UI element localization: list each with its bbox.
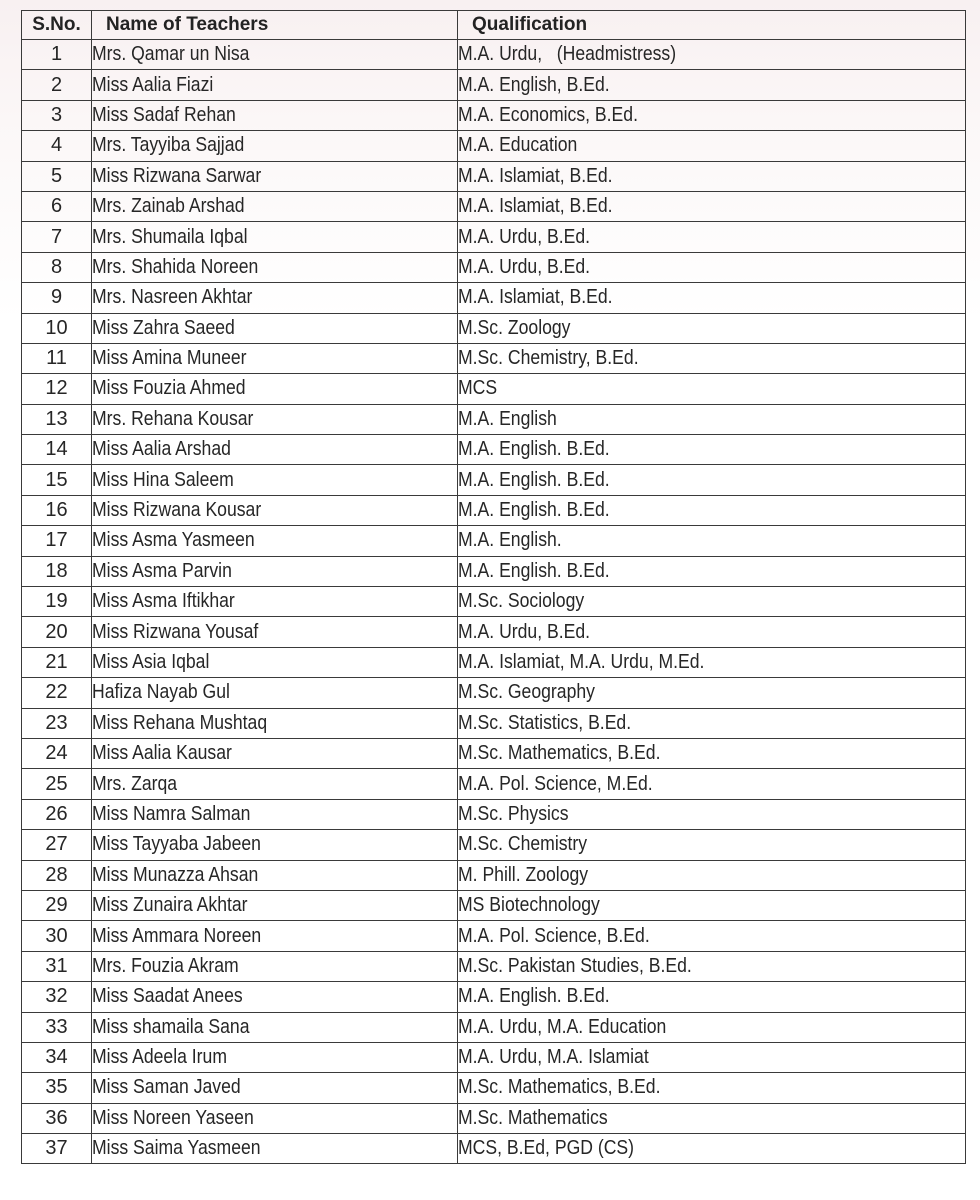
sno-cell-text: 26	[45, 802, 68, 825]
sno-cell	[22, 495, 92, 525]
qualification-cell	[458, 343, 966, 373]
teacher-name-cell-text: Miss Asma Yasmeen	[92, 529, 255, 552]
table-row	[22, 799, 966, 829]
teacher-name-cell	[92, 1134, 458, 1164]
qualification-cell	[458, 526, 966, 556]
qualification-cell	[458, 374, 966, 404]
sno-cell	[22, 1134, 92, 1164]
qualification-cell-text: M.A. Islamiat, B.Ed.	[458, 195, 613, 218]
sno-cell	[22, 1042, 92, 1072]
teacher-name-cell	[92, 283, 458, 313]
sno-cell	[22, 526, 92, 556]
qualification-cell-text: M.Sc. Statistics, B.Ed.	[458, 711, 632, 734]
teacher-name-cell-text: Miss Asia Iqbal	[92, 651, 210, 673]
sno-cell-text: 17	[45, 529, 68, 552]
teachers-table	[21, 10, 966, 1164]
teacher-name-cell-text: Miss Aalia Arshad	[92, 438, 231, 461]
sno-cell	[22, 982, 92, 1012]
table-row	[22, 404, 966, 434]
teacher-name-cell	[92, 1073, 458, 1103]
qualification-cell	[458, 1012, 966, 1042]
qualification-cell	[458, 161, 966, 191]
teacher-name-cell-text: Miss Asma Parvin	[92, 559, 232, 582]
qualification-cell	[458, 830, 966, 860]
qualification-cell	[458, 738, 966, 768]
table-row	[22, 100, 966, 130]
teacher-name-cell	[92, 161, 458, 191]
teacher-name-cell-text: Mrs. Nasreen Akhtar	[92, 286, 253, 309]
qualification-cell	[458, 1134, 966, 1164]
qualification-cell	[458, 951, 966, 981]
teacher-name-cell-text: Miss Saman Javed	[92, 1076, 241, 1099]
qualification-cell-text: M.Sc. Physics	[458, 802, 569, 825]
qualification-cell	[458, 556, 966, 586]
sno-cell	[22, 738, 92, 768]
sno-cell-text: 30	[45, 924, 68, 947]
qualification-cell	[458, 890, 966, 920]
sno-cell-text: 16	[45, 499, 68, 522]
teacher-name-cell-text: Mrs. Zainab Arshad	[92, 195, 245, 218]
teacher-name-cell	[92, 252, 458, 282]
qualification-cell-text: M.A. Education	[458, 134, 578, 157]
teacher-name-cell-text: Mrs. Zarqa	[92, 772, 178, 795]
teacher-name-cell	[92, 799, 458, 829]
teacher-name-cell	[92, 1012, 458, 1042]
sno-cell-text: 12	[45, 377, 68, 400]
sno-cell	[22, 222, 92, 252]
qualification-cell-text: M.Sc. Pakistan Studies, B.Ed.	[458, 954, 692, 977]
teacher-name-cell	[92, 222, 458, 252]
table-header	[22, 11, 966, 40]
sno-cell-text: 25	[45, 772, 68, 795]
sno-cell	[22, 921, 92, 951]
table-row	[22, 161, 966, 191]
sno-cell	[22, 252, 92, 282]
teacher-name-cell-text: Miss Rizwana Kousar	[92, 499, 262, 522]
sno-cell	[22, 100, 92, 130]
sno-cell-text: 24	[45, 742, 68, 765]
teacher-name-cell	[92, 830, 458, 860]
table-row	[22, 526, 966, 556]
teacher-name-cell-text: Mrs. Shahida Noreen	[92, 255, 259, 278]
qualification-cell-text: M.A. Pol. Science, M.Ed.	[458, 772, 653, 795]
qualification-cell	[458, 283, 966, 313]
teacher-name-cell-text: Miss Fouzia Ahmed	[92, 377, 246, 400]
table-row	[22, 587, 966, 617]
teacher-name-cell-text: Miss Rizwana Sarwar	[92, 164, 262, 187]
table-row	[22, 283, 966, 313]
sno-cell-text: 3	[50, 103, 63, 126]
sno-cell-text: 29	[45, 894, 68, 917]
sno-cell	[22, 343, 92, 373]
qualification-cell	[458, 191, 966, 221]
teacher-name-cell-text: Miss Saima Yasmeen	[92, 1137, 261, 1160]
sno-cell	[22, 465, 92, 495]
table-row	[22, 890, 966, 920]
qualification-cell-text: M.Sc. Sociology	[458, 590, 585, 613]
table-row	[22, 1073, 966, 1103]
sno-cell-text: 21	[45, 651, 68, 673]
sno-cell-text: 7	[50, 225, 63, 248]
sno-cell	[22, 587, 92, 617]
sno-cell-text: 9	[50, 286, 63, 309]
sno-cell	[22, 769, 92, 799]
teacher-name-cell	[92, 678, 458, 708]
teacher-name-cell-text: Mrs. Qamar un Nisa	[92, 43, 250, 66]
sno-cell	[22, 617, 92, 647]
qualification-cell	[458, 465, 966, 495]
sno-cell-text: 1	[50, 43, 63, 66]
teacher-name-cell-text: Miss Namra Salman	[92, 802, 251, 825]
qualification-cell-text: M.A. English.	[458, 529, 562, 552]
table-body	[22, 40, 966, 1164]
qualification-cell	[458, 404, 966, 434]
sno-cell-text: 19	[45, 590, 68, 613]
sno-cell	[22, 161, 92, 191]
teacher-name-cell-text: Miss Zahra Saeed	[92, 316, 235, 339]
sno-cell	[22, 70, 92, 100]
qualification-cell-text: M.Sc. Geography	[458, 681, 595, 704]
qualification-cell	[458, 435, 966, 465]
sno-cell	[22, 283, 92, 313]
teacher-name-cell	[92, 313, 458, 343]
teacher-name-cell-text: Miss Asma Iftikhar	[92, 590, 235, 613]
teacher-name-cell-text: Mrs. Rehana Kousar	[92, 407, 254, 430]
table-row	[22, 374, 966, 404]
teacher-name-cell	[92, 70, 458, 100]
teacher-name-cell-text: Mrs. Shumaila Iqbal	[92, 225, 248, 248]
table-row	[22, 465, 966, 495]
teacher-name-cell	[92, 1103, 458, 1133]
teacher-name-cell	[92, 921, 458, 951]
teacher-name-cell	[92, 100, 458, 130]
table-row	[22, 343, 966, 373]
qualification-cell-text: MS Biotechnology	[458, 894, 600, 917]
sno-cell	[22, 435, 92, 465]
sno-cell-text: 13	[45, 407, 68, 430]
header-sno: S.No.	[22, 11, 92, 40]
sno-cell-text: 35	[45, 1076, 68, 1099]
teacher-name-cell	[92, 982, 458, 1012]
teacher-name-cell-text: Miss Hina Saleem	[92, 468, 234, 491]
sno-cell	[22, 799, 92, 829]
sno-cell-text: 15	[45, 468, 68, 491]
qualification-cell	[458, 617, 966, 647]
table-row	[22, 830, 966, 860]
teacher-name-cell	[92, 769, 458, 799]
sno-cell-text: 27	[45, 833, 68, 856]
table-row	[22, 131, 966, 161]
qualification-cell	[458, 495, 966, 525]
table-row	[22, 708, 966, 738]
sno-cell-text: 10	[45, 316, 68, 339]
sno-cell-text: 20	[45, 620, 68, 643]
header-row	[22, 11, 966, 40]
sno-cell-text: 11	[46, 347, 67, 370]
qualification-cell-text: M.A. Islamiat, B.Ed.	[458, 164, 613, 187]
qualification-cell-text: M.A. English. B.Ed.	[458, 468, 610, 491]
teacher-name-cell-text: Miss Munazza Ahsan	[92, 863, 259, 886]
teacher-name-cell	[92, 860, 458, 890]
qualification-cell-text: M.A. English. B.Ed.	[458, 438, 610, 461]
table-row	[22, 222, 966, 252]
teacher-name-cell	[92, 131, 458, 161]
sno-cell-text: 31	[45, 954, 68, 977]
table-row	[22, 921, 966, 951]
qualification-cell-text: M.A. Urdu, M.A. Islamiat	[458, 1046, 649, 1069]
table-row	[22, 495, 966, 525]
qualification-cell	[458, 40, 966, 70]
table-row	[22, 617, 966, 647]
qualification-cell-text: M.A. Pol. Science, B.Ed.	[458, 924, 650, 947]
table-row	[22, 1134, 966, 1164]
sno-cell-text: 6	[50, 195, 63, 218]
teacher-name-cell-text: Miss Adeela Irum	[92, 1046, 227, 1069]
teacher-name-cell	[92, 951, 458, 981]
qualification-cell	[458, 769, 966, 799]
teacher-name-cell	[92, 435, 458, 465]
sno-cell-text: 23	[45, 711, 68, 734]
teacher-name-cell-text: Miss Ammara Noreen	[92, 924, 262, 947]
teacher-name-cell-text: Miss Rizwana Yousaf	[92, 620, 259, 643]
qualification-cell-text: M.A. Urdu, B.Ed.	[458, 255, 591, 278]
sno-cell-text: 4	[50, 134, 63, 157]
table-row	[22, 769, 966, 799]
teacher-name-cell-text: Miss Sadaf Rehan	[92, 103, 236, 126]
sno-cell	[22, 830, 92, 860]
qualification-cell-text: M.A. English. B.Ed.	[458, 499, 610, 522]
table-row	[22, 982, 966, 1012]
table-row	[22, 435, 966, 465]
table-row	[22, 951, 966, 981]
qualification-cell-text: M.A. Islamiat, B.Ed.	[458, 286, 613, 309]
sno-cell	[22, 708, 92, 738]
sno-cell-text: 37	[45, 1137, 68, 1160]
qualification-cell-text: M.A. English. B.Ed.	[458, 985, 610, 1008]
sno-cell	[22, 1073, 92, 1103]
sno-cell	[22, 860, 92, 890]
qualification-cell-text: M. Phill. Zoology	[458, 863, 589, 886]
qualification-cell	[458, 799, 966, 829]
qualification-cell-text: M.A. Urdu, (Headmistress)	[458, 43, 677, 66]
sno-cell	[22, 40, 92, 70]
teacher-name-cell	[92, 495, 458, 525]
qualification-cell-text: M.A. Economics, B.Ed.	[458, 103, 638, 126]
table-row	[22, 678, 966, 708]
sno-cell	[22, 1012, 92, 1042]
teacher-name-cell-text: Mrs. Fouzia Akram	[92, 954, 239, 977]
qualification-cell-text: M.Sc. Mathematics, B.Ed.	[458, 742, 661, 765]
table-row	[22, 860, 966, 890]
teacher-name-cell-text: Miss Amina Muneer	[92, 347, 247, 370]
sno-cell-text: 2	[50, 73, 63, 96]
sno-cell	[22, 647, 92, 677]
qualification-cell-text: M.Sc. Zoology	[458, 316, 571, 339]
table-row	[22, 738, 966, 768]
teacher-name-cell-text: Miss Aalia Kausar	[92, 742, 232, 765]
teacher-name-cell	[92, 556, 458, 586]
qualification-cell	[458, 313, 966, 343]
qualification-cell-text: M.A. Urdu, B.Ed.	[458, 620, 591, 643]
qualification-cell-text: M.A. Islamiat, M.A. Urdu, M.Ed.	[458, 651, 705, 673]
qualification-cell-text: MCS, B.Ed, PGD (CS)	[458, 1137, 635, 1160]
sno-cell-text: 36	[45, 1106, 68, 1129]
qualification-cell-text: M.Sc. Mathematics, B.Ed.	[458, 1076, 661, 1099]
qualification-cell	[458, 1103, 966, 1133]
qualification-cell-text: M.A. Urdu, M.A. Education	[458, 1015, 667, 1038]
teacher-name-cell-text: Mrs. Tayyiba Sajjad	[92, 134, 245, 157]
teacher-name-cell	[92, 465, 458, 495]
qualification-cell	[458, 222, 966, 252]
teacher-name-cell	[92, 40, 458, 70]
sno-cell	[22, 313, 92, 343]
table-row	[22, 1042, 966, 1072]
teacher-name-cell-text: Miss Zunaira Akhtar	[92, 894, 248, 917]
qualification-cell	[458, 131, 966, 161]
teacher-name-cell-text: Miss Rehana Mushtaq	[92, 711, 268, 734]
table-row	[22, 556, 966, 586]
sno-cell	[22, 374, 92, 404]
sno-cell	[22, 678, 92, 708]
header-qualification: Qualification	[458, 11, 966, 40]
qualification-cell	[458, 252, 966, 282]
qualification-cell	[458, 647, 966, 677]
qualification-cell-text: M.Sc. Mathematics	[458, 1106, 608, 1129]
teacher-name-cell-text: Miss Saadat Anees	[92, 985, 243, 1008]
teacher-name-cell	[92, 738, 458, 768]
teacher-name-cell	[92, 374, 458, 404]
qualification-cell	[458, 70, 966, 100]
teacher-name-cell-text: Miss shamaila Sana	[92, 1015, 250, 1038]
qualification-cell-text: M.A. Urdu, B.Ed.	[458, 225, 591, 248]
sno-cell-text: 8	[50, 255, 63, 278]
table-row	[22, 70, 966, 100]
teacher-name-cell-text: Miss Tayyaba Jabeen	[92, 833, 261, 856]
teacher-name-cell-text: Miss Aalia Fiazi	[92, 73, 214, 96]
teacher-name-cell	[92, 404, 458, 434]
sno-cell-text: 32	[45, 985, 68, 1008]
table-row	[22, 313, 966, 343]
qualification-cell	[458, 860, 966, 890]
table-row	[22, 191, 966, 221]
qualification-cell-text: M.A. English. B.Ed.	[458, 559, 610, 582]
sno-cell	[22, 1103, 92, 1133]
teacher-name-cell-text: Miss Noreen Yaseen	[92, 1106, 254, 1129]
qualification-cell	[458, 1073, 966, 1103]
sno-cell-text: 33	[45, 1015, 68, 1038]
sno-cell	[22, 890, 92, 920]
qualification-cell	[458, 678, 966, 708]
teacher-name-cell-text: Hafiza Nayab Gul	[92, 681, 230, 704]
teacher-name-cell	[92, 191, 458, 221]
sno-cell-text: 18	[45, 559, 68, 582]
qualification-cell-text: MCS	[458, 377, 498, 400]
qualification-cell	[458, 100, 966, 130]
sno-cell	[22, 556, 92, 586]
qualification-cell-text: M.A. English, B.Ed.	[458, 73, 610, 96]
qualification-cell	[458, 982, 966, 1012]
table-row	[22, 40, 966, 70]
sno-cell-text: 28	[45, 863, 68, 886]
sno-cell-text: 22	[45, 681, 68, 704]
qualification-cell	[458, 1042, 966, 1072]
teacher-name-cell	[92, 587, 458, 617]
qualification-cell	[458, 921, 966, 951]
qualification-cell-text: M.Sc. Chemistry	[458, 833, 588, 856]
table-row	[22, 1012, 966, 1042]
sno-cell	[22, 951, 92, 981]
sno-cell	[22, 404, 92, 434]
sno-cell	[22, 131, 92, 161]
table-row	[22, 647, 966, 677]
qualification-cell-text: M.Sc. Chemistry, B.Ed.	[458, 347, 639, 370]
sno-cell	[22, 191, 92, 221]
teacher-name-cell	[92, 617, 458, 647]
table-row	[22, 1103, 966, 1133]
qualification-cell-text: M.A. English	[458, 407, 557, 430]
teacher-name-cell	[92, 708, 458, 738]
teacher-name-cell	[92, 890, 458, 920]
sno-cell-text: 5	[50, 164, 63, 187]
table-row	[22, 252, 966, 282]
sno-cell-text: 14	[45, 438, 68, 461]
header-name: Name of Teachers	[92, 11, 458, 40]
teacher-name-cell	[92, 647, 458, 677]
sno-cell-text: 34	[45, 1046, 68, 1069]
teacher-name-cell	[92, 526, 458, 556]
teacher-name-cell	[92, 1042, 458, 1072]
qualification-cell	[458, 708, 966, 738]
qualification-cell	[458, 587, 966, 617]
teacher-name-cell	[92, 343, 458, 373]
